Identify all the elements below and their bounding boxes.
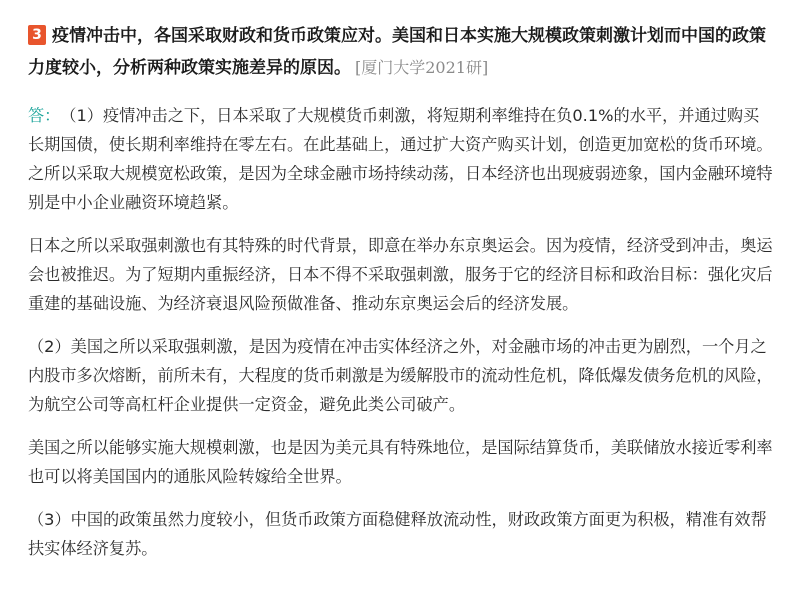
question-block <box>28 20 774 84</box>
answer-paragraph-text: （1）疫情冲击之下，日本采取了大规模货币刺激，将短期利率维持在负0.1%的水平，并通过购买长期国债，使长期利率维持在零左右。在此基础上，通过扩大资产购买计划，创造更加宽松的货币环境。之所以采取大规模宽松政策，是因为全球金融市场持续动荡，日本经济也出现疲弱迹象，国内金融环境特别是中小企业融资环境趋紧。 <box>28 106 773 212</box>
question-number-badge: 3 <box>28 25 46 45</box>
answer-paragraph <box>28 101 774 217</box>
answer-paragraph: 日本之所以采取强刺激也有其特殊的时代背景，即意在举办东京奥运会。因为疫情，经济受到冲击，奥运会也被推迟。为了短期内重振经济，日本不得不采取强刺激，服务于它的经济目标和政治目标：强化灾后重建的基础设施、为经济衰退风险预做准备、推动东京奥运会后的经济发展。 <box>28 236 773 313</box>
answer-block <box>28 101 774 563</box>
answer-paragraph: 美国之所以能够实施大规模刺激，也是因为美元具有特殊地位，是国际结算货币，美联储放水接近零利率也可以将美国国内的通胀风险转嫁给全世界。 <box>28 438 773 486</box>
question-source: [厦门大学2021研] <box>355 58 489 77</box>
answer-paragraph: （3）中国的政策虽然力度较小，但货币政策方面稳健释放流动性，财政政策方面更为积极，精准有效帮扶实体经济复苏。 <box>28 510 767 558</box>
answer-paragraph: （2）美国之所以采取强刺激，是因为疫情在冲击实体经济之外，对金融市场的冲击更为剧烈，一个月之内股市多次熔断，前所未有，大程度的货币刺激是为缓解股市的流动性危机，降低爆发债务危机的风险，为航空公司等高杠杆企业提供一定资金，避免此类公司破产。 <box>28 337 773 414</box>
question-text: 疫情冲击中，各国采取财政和货币政策应对。美国和日本实施大规模政策刺激计划而中国的政策力度较小，分析两种政策实施差异的原因。 <box>28 26 766 78</box>
answer-label: 答： <box>28 106 61 125</box>
